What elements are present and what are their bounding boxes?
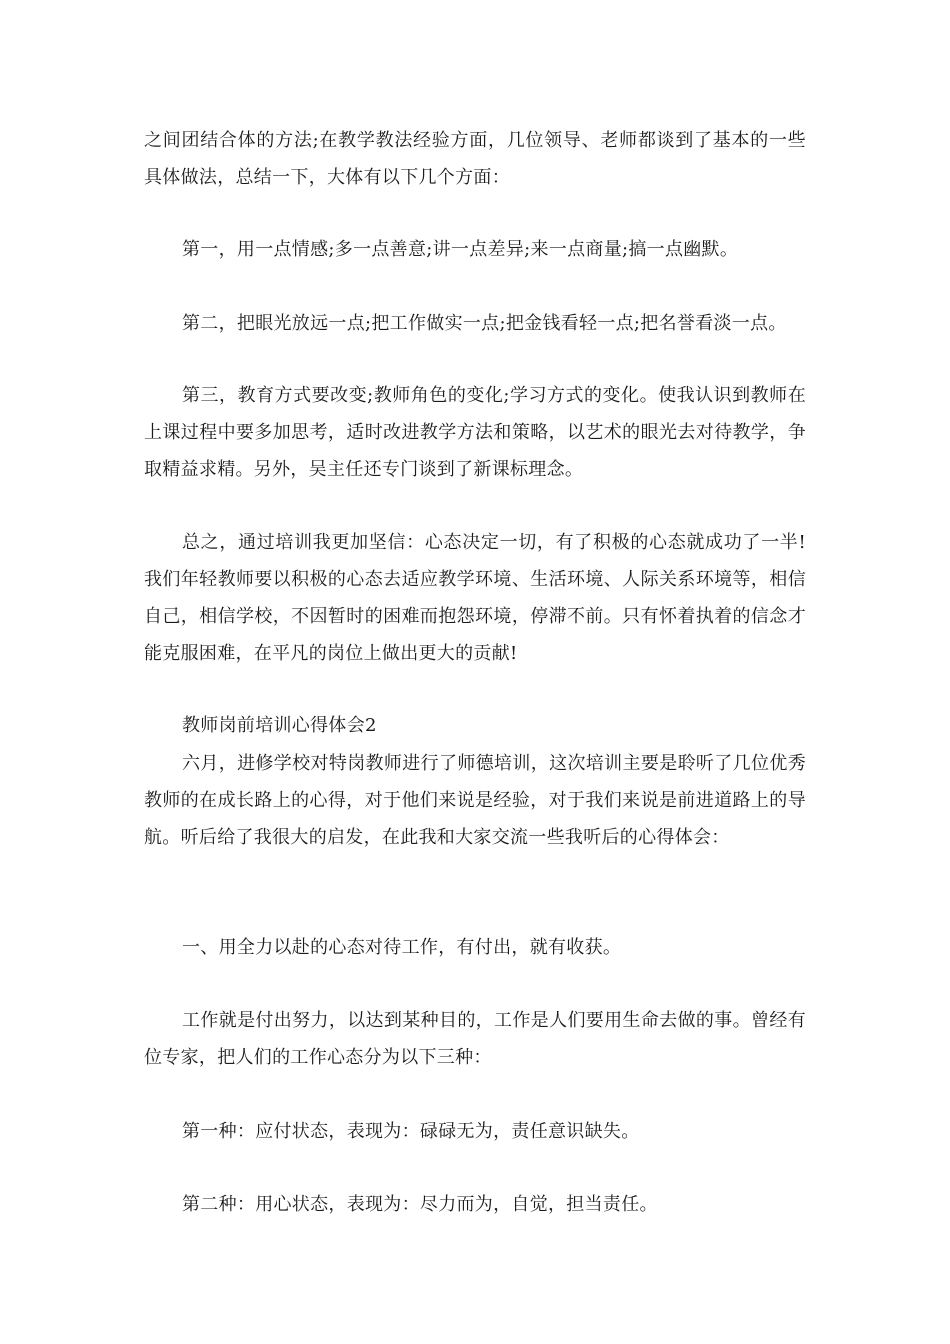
paragraph-teaching-methods-intro: 之间团结合体的方法;在教学教法经验方面，几位领导、老师都谈到了基本的一些具体做法，总结一下，大体有以下几个方面： [144, 130, 806, 188]
paragraph-june-training: 六月，进修学校对特岗教师进行了师德培训，这次培训主要是聆听了几位优秀教师的在成长路上的心得，对于他们来说是经验，对于我们来说是前进道路上的导航。听后给了我很大的启发，在此我和大家交流一些我听后的心得体会： [144, 753, 806, 848]
paragraph-work-definition: 工作就是付出努力，以达到某种目的，工作是人们要用生命去做的事。曾经有位专家，把人们的工作心态分为以下三种： [144, 1010, 806, 1068]
paragraph-point-two: 第二，把眼光放远一点;把工作做实一点;把金钱看轻一点;把名誉看淡一点。 [182, 313, 787, 334]
paragraph-conclusion: 总之，通过培训我更加坚信：心态决定一切，有了积极的心态就成功了一半!我们年轻教师要以积极的心态去适应教学环境、生活环境、人际关系环境等，相信自己，相信学校，不因暂时的困难而抱怨环境，停滞不前。只有怀着执着的信念才能克服困难，在平凡的岗位上做出更大的贡献! [144, 532, 806, 664]
paragraph-point-one: 第一，用一点情感;多一点善意;讲一点差异;来一点商量;搞一点幽默。 [182, 239, 739, 260]
paragraph-heading-one: 一、用全力以赴的心态对待工作，有付出，就有收获。 [182, 937, 622, 958]
paragraph-type-one: 第一种：应付状态，表现为：碌碌无为，责任意识缺失。 [182, 1121, 640, 1142]
paragraph-type-two: 第二种：用心状态，表现为：尽力而为，自觉，担当责任。 [182, 1194, 658, 1215]
paragraph-point-three: 第三，教育方式要改变;教师角色的变化;学习方式的变化。使我认识到教师在上课过程中要多加思考，适时改进教学方法和策略，以艺术的眼光去对待教学，争取精益求精。另外，吴主任还专门谈到了新课标理念。 [144, 385, 806, 480]
section-heading: 教师岗前培训心得体会2 [182, 715, 377, 736]
